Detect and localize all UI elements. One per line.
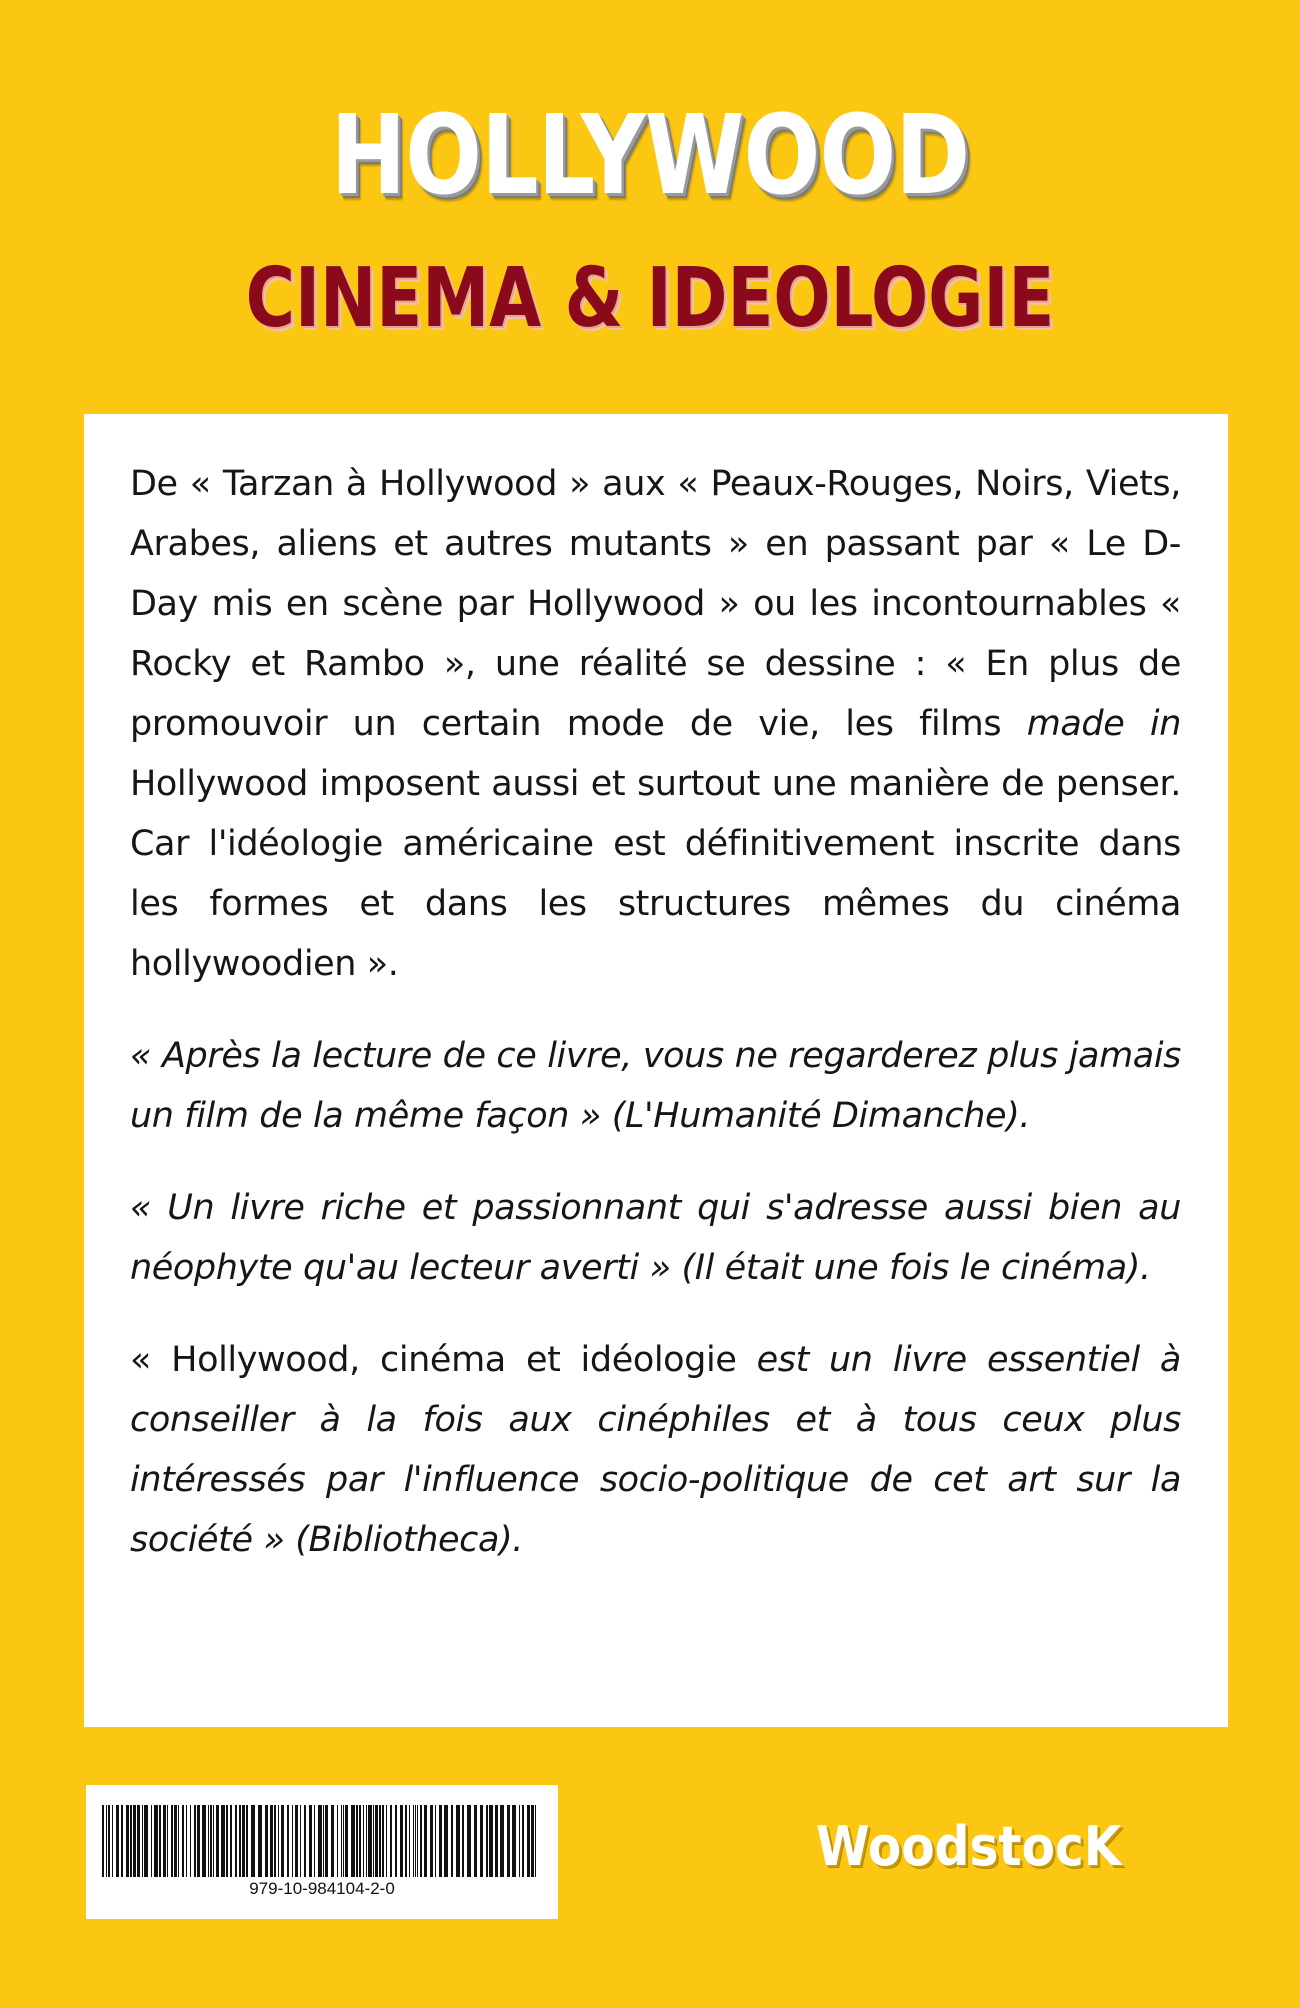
- blurb-text-b: Hollywood imposent aussi et surtout une manière de penser. Car l'idéologie américaine est définitivement inscrite dans les formes et dans les structures mêmes du cinéma hollywoodien ».: [130, 764, 1181, 984]
- review-quote-cinema: « Un livre riche et passionnant qui s'adresse aussi bien au néophyte qu'au lecteur averti » (Il était une fois le cinéma).: [130, 1188, 1181, 1288]
- barcode-box: [86, 1785, 558, 1919]
- review-quote-text: est un livre essentiel à conseiller à la fois aux cinéphiles et à tous ceux plus intéressés par l'influence socio-politique de cet art sur la société » (Bibliotheca).: [130, 1340, 1181, 1560]
- blurb-text-a: De « Tarzan à Hollywood » aux « Peaux-Rouges, Noirs, Viets, Arabes, aliens et autres mutants » en passant par « Le D-Day mis en scène par Hollywood » ou les incontournables « Rocky et Rambo », une réalité se dessine : « En plus de promouvoir un certain mode de vie, les films: [130, 464, 1181, 744]
- barcode-icon: [102, 1805, 542, 1877]
- publisher-logo: WoodstocK: [816, 1815, 1122, 1878]
- isbn-number: 979-10-984104-2-0: [249, 1879, 395, 1898]
- blurb-box: [84, 414, 1228, 1727]
- book-title: HOLLYWOOD: [330, 91, 970, 219]
- book-subtitle: CINEMA & IDEOLOGIE: [245, 251, 1055, 346]
- blurb-text-italic: made in: [1026, 704, 1181, 744]
- quoted-book-title: « Hollywood, cinéma et idéologie: [130, 1340, 737, 1380]
- blurb-paragraph: [130, 454, 1181, 994]
- review-quote-humanite: « Après la lecture de ce livre, vous ne regarderez plus jamais un film de la même façon » (L'Humanité Dimanche).: [130, 1036, 1181, 1136]
- review-quote-bibliotheca: [130, 1330, 1181, 1570]
